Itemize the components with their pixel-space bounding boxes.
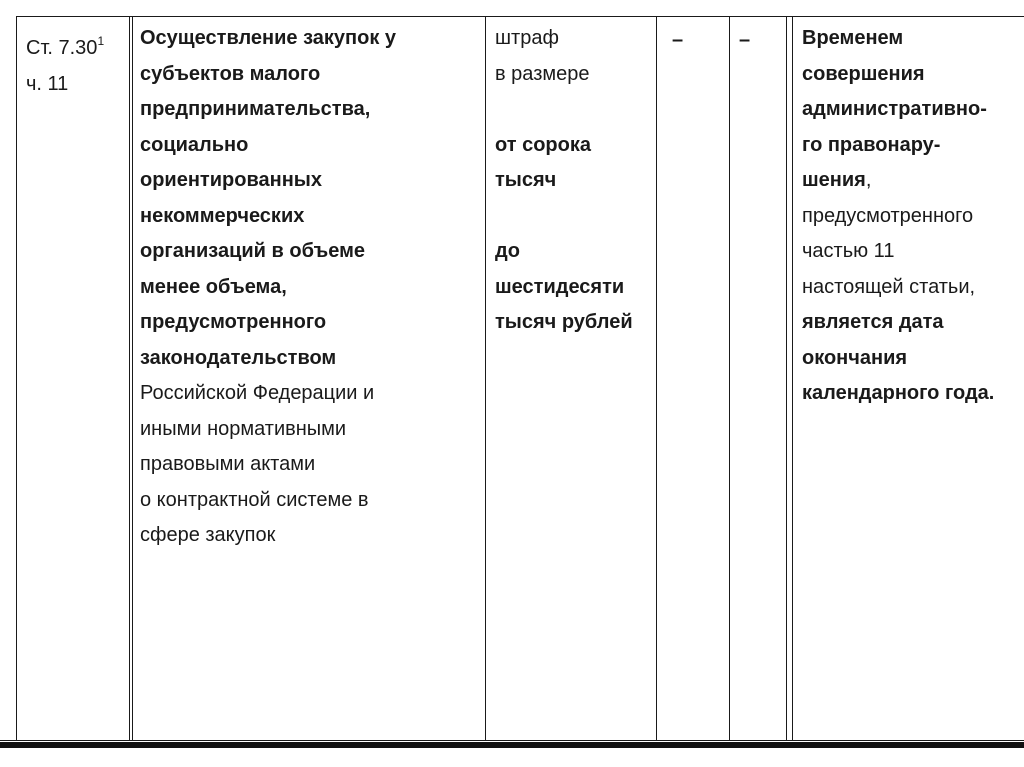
offense-line: менее объема, <box>140 275 287 298</box>
offense-line: правовыми актами <box>140 453 316 475</box>
article-superscript: 1 <box>97 34 105 48</box>
penalty-cell <box>486 17 657 741</box>
article-cell <box>17 17 133 741</box>
time-line: окончания <box>802 346 908 369</box>
time-line: частью 11 <box>802 240 895 262</box>
offense-line: социально <box>140 133 249 156</box>
penalty-from: от сорока <box>495 133 591 156</box>
dash: – <box>739 29 751 51</box>
offense-line: иными нормативными <box>140 417 347 440</box>
article-number: Ст. 7.30$^1$ <box>26 34 105 59</box>
penalty-size-label: в размере <box>495 62 590 85</box>
penalty-to: шестидесяти <box>495 275 625 298</box>
penalty-type: штраф <box>495 27 559 49</box>
offense-line: некоммерческих <box>140 204 305 227</box>
time-line: совершения <box>802 62 925 85</box>
time-line: является дата <box>802 311 944 333</box>
penalty-to: до <box>495 240 520 262</box>
offense-line: сфере закупок <box>140 524 276 546</box>
offense-line: Российской Федерации и <box>140 382 375 404</box>
offense-line: организаций в объеме <box>140 240 366 262</box>
time-line: Временем <box>802 27 904 49</box>
offense-line: предусмотренного <box>140 311 327 333</box>
offense-line: Осуществление закупок у <box>140 27 397 49</box>
page-bottom-rule <box>0 742 1024 748</box>
dash-cell-1 <box>657 17 730 741</box>
law-table <box>16 16 1024 740</box>
time-line: административно- <box>802 98 987 120</box>
dash: – <box>672 29 684 51</box>
offense-cell <box>133 17 486 741</box>
offense-time-cell <box>793 17 1024 741</box>
offense-line: предпринимательства, <box>140 98 371 120</box>
offense-line: ориентированных <box>140 169 322 191</box>
offense-line: субъектов малого <box>140 62 321 85</box>
time-line: шения, <box>802 169 872 191</box>
time-line: настоящей статьи, <box>802 275 976 298</box>
penalty-to: тысяч рублей <box>495 311 633 333</box>
offense-line: законодательством <box>140 346 337 369</box>
time-line: предусмотренного <box>802 204 974 227</box>
time-line: го правонару- <box>802 133 941 156</box>
article-part: ч. 11 <box>26 72 69 95</box>
penalty-from: тысяч <box>495 169 557 191</box>
offense-line: о контрактной системе в <box>140 488 369 511</box>
dash-cell-2 <box>730 17 793 741</box>
table-bottom-border <box>0 740 1024 741</box>
time-line: календарного года. <box>802 382 995 404</box>
